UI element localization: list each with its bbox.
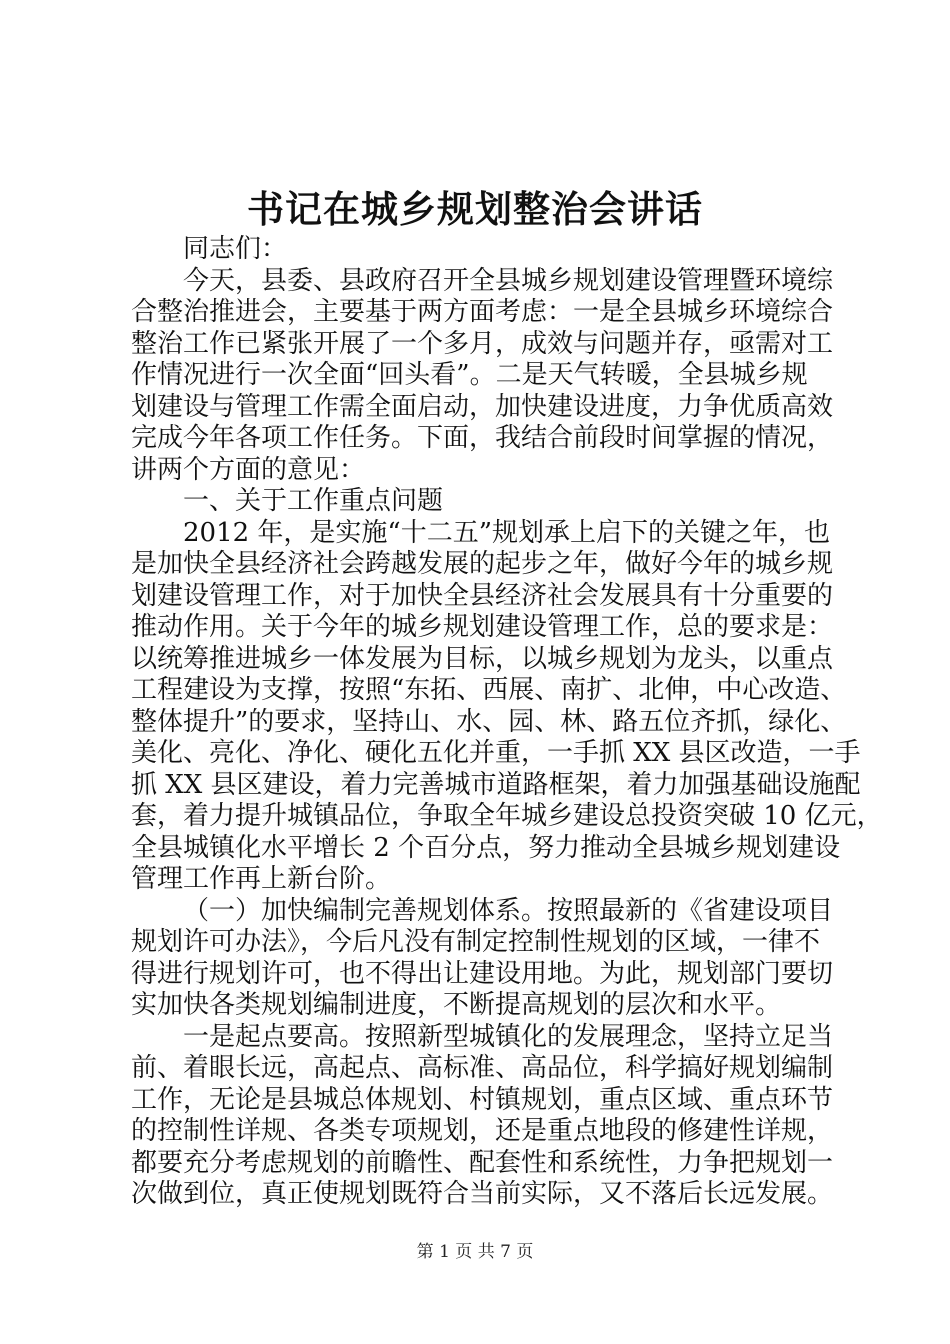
- text-line: 次做到位，真正使规划既符合当前实际，又不落后长远发展。: [131, 1179, 834, 1209]
- text-line: 是加快全县经济社会跨越发展的起步之年，做好今年的城乡规: [131, 549, 834, 579]
- text-line: 以统筹推进城乡一体发展为目标，以城乡规划为龙头，以重点: [131, 643, 834, 674]
- subsection-heading: （一）加快编制完善规划体系。按照最新的《省建设项目: [183, 895, 834, 926]
- text-line: 工作，无论是县城总体规划、村镇规划，重点区域、重点环节: [131, 1084, 834, 1115]
- section-heading: 一、关于工作重点问题: [183, 486, 444, 516]
- text-line: 划建设与管理工作需全面启动，加快建设进度，力争优质高效: [131, 391, 834, 422]
- text-line: 同志们：: [183, 234, 288, 264]
- text-line: 前、着眼长远，高起点、高标准、高品位，科学搞好规划编制: [131, 1053, 834, 1083]
- text-line: 2012 年，是实施“十二五”规划承上启下的关键之年，也: [183, 517, 831, 548]
- text-line: 规划许可办法》，今后凡没有制定控制性规划的区域，一律不: [131, 927, 821, 957]
- text-line: 合整治推进会，主要基于两方面考虑：一是全县城乡环境综合: [131, 297, 834, 327]
- text-line: 实加快各类规划编制进度，不断提高规划的层次和水平。: [131, 990, 782, 1020]
- text-line: 全县城镇化水平增长 2 个百分点，努力推动全县城乡规划建设: [131, 832, 841, 863]
- text-line: 整治工作已紧张开展了一个多月，成效与问题并存，亟需对工: [131, 328, 834, 359]
- page-number-footer: 第 1 页 共 7 页: [416, 1242, 534, 1262]
- text-line: 今天，县委、县政府召开全县城乡规划建设管理暨环境综: [183, 265, 834, 296]
- document-body: [131, 234, 883, 1211]
- text-line: 一是起点要高。按照新型城镇化的发展理念，坚持立足当: [183, 1021, 834, 1052]
- text-line: 完成今年各项工作任务。下面，我结合前段时间掌握的情况，: [131, 423, 834, 453]
- text-line: 划建设管理工作，对于加快全县经济社会发展具有十分重要的: [131, 580, 834, 611]
- text-line: 作情况进行一次全面“回头看”。二是天气转暖，全县城乡规: [131, 360, 808, 390]
- text-line: 整体提升”的要求，坚持山、水、园、林、路五位齐抓，绿化、: [131, 706, 847, 737]
- text-line: 工程建设为支撑，按照“东拓、西展、南扩、北伸，中心改造、: [131, 675, 847, 705]
- text-line: 推动作用。关于今年的城乡规划建设管理工作，总的要求是：: [131, 612, 834, 642]
- text-line: 都要充分考虑规划的前瞻性、配套性和系统性，力争把规划一: [131, 1147, 834, 1178]
- text-line: 套，着力提升城镇品位，争取全年城乡建设总投资突破 10 亿元，: [131, 801, 883, 831]
- text-line: 得进行规划许可，也不得出让建设用地。为此，规划部门要切: [131, 958, 834, 989]
- text-line: 抓 XX 县区建设，着力完善城市道路框架，着力加强基础设施配: [131, 769, 861, 800]
- text-line: 管理工作再上新台阶。: [131, 864, 392, 894]
- text-line: 讲两个方面的意见：: [131, 454, 366, 485]
- text-line: 美化、亮化、净化、硬化五化并重，一手抓 XX 县区改造，一手: [131, 738, 861, 768]
- text-line: 的控制性详规、各类专项规划，还是重点地段的修建性详规，: [131, 1116, 834, 1146]
- document-title: 书记在城乡规划整治会讲话: [247, 187, 703, 231]
